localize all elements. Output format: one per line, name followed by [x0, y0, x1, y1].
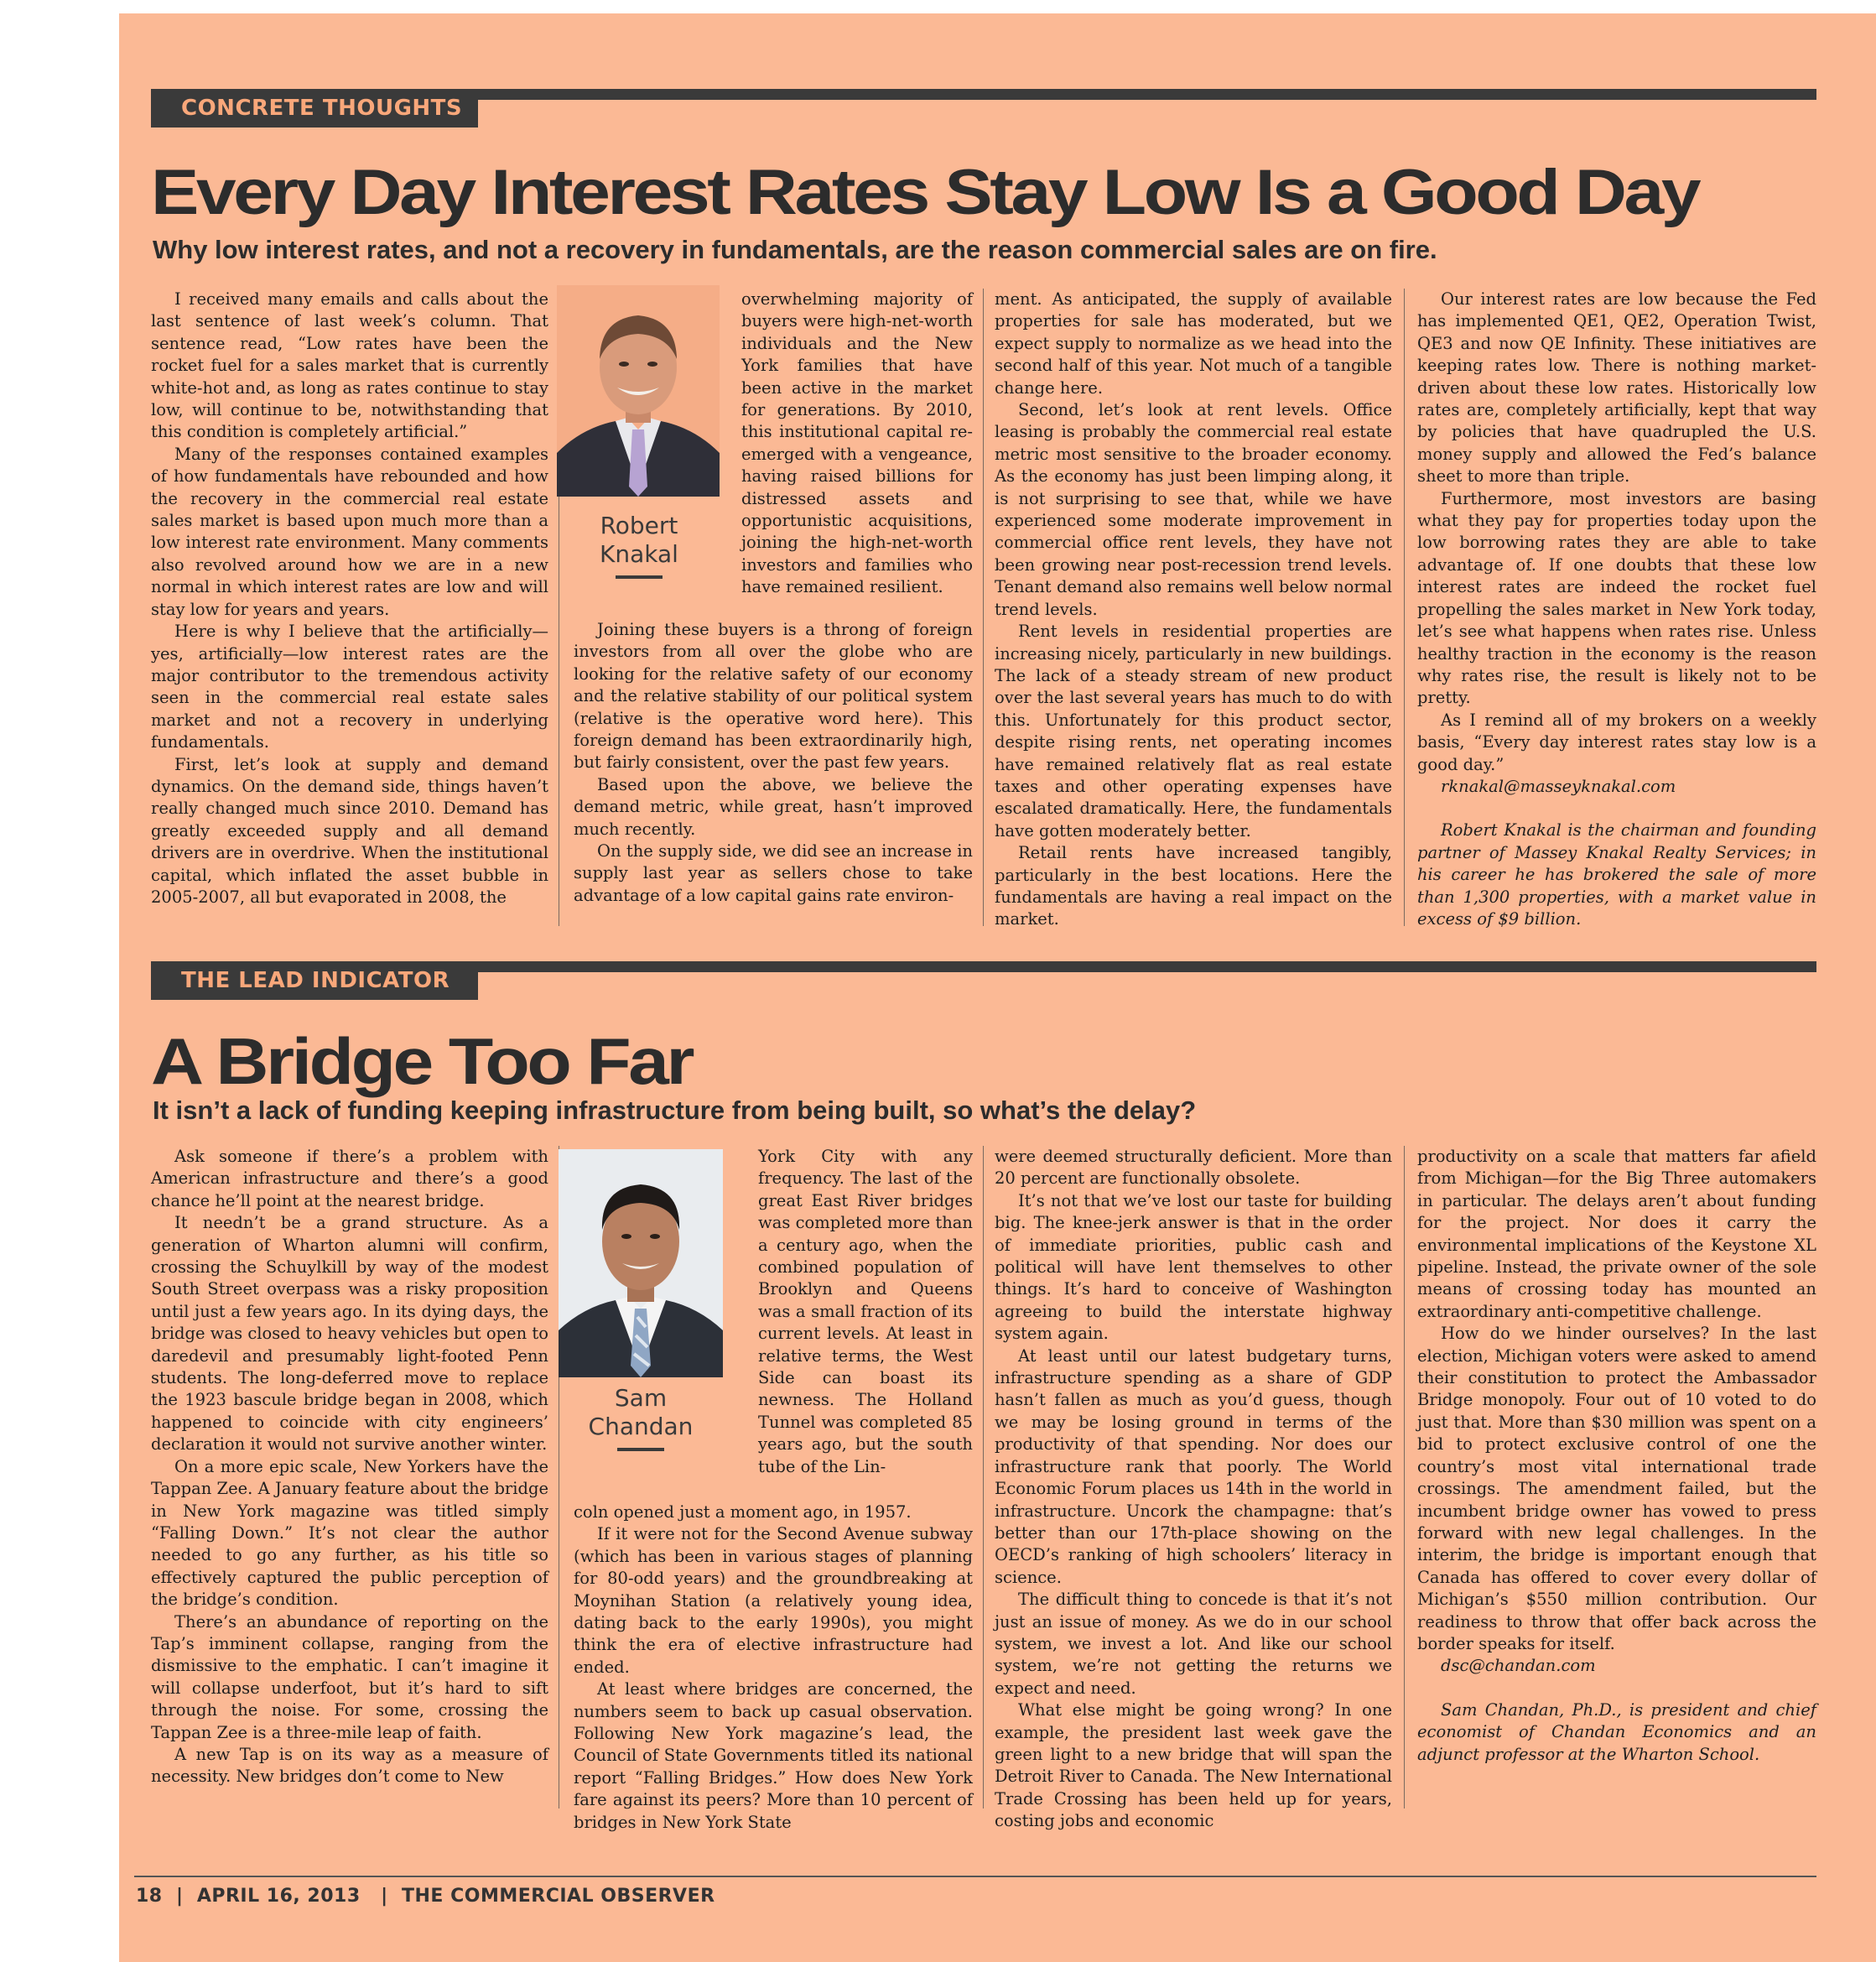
paragraph: At least until our latest budgetary turns, infrastructure spending as a share of GDP hasn’t fallen as much as you’d guess, though we may be losing ground in terms of the productivity of that spending. Nor does our infrastructure rank that poorly. The World Economic Forum places us 14th in the world in infrastructure. Uncork the champagne: that’s better than our 17th-place showing on the OECD’s ranking of high schoolers’ literacy in science.: [995, 1345, 1392, 1587]
paragraph: What else might be going wrong? In one example, the president last week gave the green light to a new bridge that will span the Detroit River to Canada. The New International Trade Crossing has been held up for years, costing jobs and economic: [995, 1700, 1392, 1831]
byline-dash: [616, 575, 663, 579]
paragraph: It’s not that we’ve lost our taste for building big. The knee-jerk answer is that in the order of immediate priorities, public cash and political will have lent themselves to other things. It’s hard to conceive of Washington agreeing to build the interstate highway system again.: [995, 1190, 1392, 1344]
author-last-name: Knakal: [600, 540, 678, 568]
publication-name: THE COMMERCIAL OBSERVER: [402, 1886, 715, 1907]
paragraph: Many of the responses contained examples of how fundamentals have rebounded and how the recovery in the commercial real estate sales market is based upon much more than a low interest rate environment. Many comments also revolved around how we are in a new normal in which interest rates are low and will stay low for years and years.: [151, 444, 548, 619]
byline-dash: [617, 1448, 664, 1451]
paragraph: On a more epic scale, New Yorkers have the Tappan Zee. A January feature about the bridge in New York magazine was titled simply “Falling Down.” It’s not clear the author needed to go any further, as his title so effectively captured the public perception of the bridge’s condition.: [151, 1456, 548, 1610]
paragraph: First, let’s look at supply and demand dynamics. On the demand side, things haven’t really changed much since 2010. Demand has greatly exceeded supply and all demand drivers are in overdrive. When the institutional capital, which inflated the asset bubble in 2005-2007, all but evaporated in 2008, the: [151, 754, 548, 907]
article-column: [995, 1146, 1392, 1831]
page-footer: [136, 1886, 715, 1907]
paragraph: productivity on a scale that matters far afield from Michigan—for the Big Three automakers in particular. The delays aren’t about funding for the project. Nor does it carry the environmental implications of the Keystone XL pipeline. Instead, the private owner of the sole means of crossing today has mounted an extraordinary anti-competitive challenge.: [1417, 1147, 1816, 1321]
paragraph: Retail rents have increased tangibly, particularly in the best locations. Here the fundamentals are having a real impact on the market.: [995, 843, 1392, 929]
paragraph: overwhelming majority of buyers were high-net-worth individuals and the New York families that have been active in the market for generations. By 2010, this institutional capital re-emerged with a vengeance, having raised billions for distressed assets and opportunistic acquisitions, joining the high-net-worth investors and families who have remained resilient.: [741, 289, 973, 597]
page-number: 18: [136, 1886, 163, 1907]
footer-rule: [134, 1876, 1816, 1877]
author-photo: [559, 1149, 723, 1377]
article-subheadline: Why low interest rates, and not a recovery in fundamentals, are the reason commercial sales are on fire.: [153, 235, 1437, 264]
author-first-name: Sam: [614, 1384, 668, 1412]
article-subheadline: It isn’t a lack of funding keeping infrastructure from being built, so what’s the delay?: [153, 1095, 1197, 1125]
footer-separator: |: [381, 1886, 388, 1907]
author-bio: Sam Chandan, Ph.D., is president and chief economist of Chandan Economics and an adjunct professor at the Wharton School.: [1417, 1699, 1816, 1764]
paragraph: Joining these buyers is a throng of foreign investors from all over the globe who are looking for the relative safety of our economy and the relative stability of our political system (relative is the operative word here). This foreign demand has been extraordinarily high, but fairly consistent, over the past few years.: [574, 620, 973, 773]
paragraph: A new Tap is on its way as a measure of necessity. New bridges don’t come to New: [151, 1744, 548, 1787]
paragraph: There’s an abundance of reporting on the Tap’s imminent collapse, ranging from the dismissive to the emphatic. I can’t imagine it will collapse underfoot, but it’s hard to sift through the noise. For some, crossing the Tappan Zee is a three-mile leap of faith.: [151, 1611, 548, 1742]
paragraph: ment. As anticipated, the supply of available properties for sale has moderated, but we expect supply to normalize as we head into the second half of this year. Not much of a tangible change here.: [995, 289, 1392, 398]
paragraph: Furthermore, most investors are basing what they pay for properties today upon the low borrowing rates they are able to take advantage of. If one doubts that these low interest rates are indeed the rocket fuel propelling the sales market in New York today, let’s see what happens when rates rise. Unless healthy traction in the economy is the reason why rates rise, the result is likely not to be pretty.: [1417, 488, 1816, 708]
author-first-name: Robert: [600, 512, 678, 539]
author-email: rknakal@masseyknakal.com: [1441, 776, 1676, 796]
paragraph: At least where bridges are concerned, the numbers seem to back up casual observation. Following New York magazine’s lead, the Council of State Governments titled its national report “Falling Bridges.” How does New York fare against its peers? More than 10 percent of bridges in New York State: [574, 1679, 973, 1832]
article-column: [995, 289, 1392, 929]
issue-date: APRIL 16, 2013: [196, 1886, 361, 1907]
section-tag: CONCRETE THOUGHTS: [151, 89, 478, 128]
paragraph: As I remind all of my brokers on a weekly basis, “Every day interest rates stay low is a good day.”: [1417, 710, 1816, 774]
author-photo: [557, 285, 720, 497]
paragraph: York City with any frequency. The last of the great East River bridges was completed more than a century ago, when the combined population of Brooklyn and Queens was a small fraction of its current levels. At least in relative terms, the West Side can boast its newness. The Holland Tunnel was completed 85 years ago, but the south tube of the Lin-: [758, 1147, 973, 1476]
paragraph: Ask someone if there’s a problem with American infrastructure and there’s a good chance he’ll point at the nearest bridge.: [151, 1147, 548, 1210]
column-rule: [983, 1146, 984, 1808]
article-headline: A Bridge Too Far: [151, 1024, 693, 1098]
article-column: [574, 619, 973, 929]
paragraph: Second, let’s look at rent levels. Office leasing is probably the commercial real estate metric most sensitive to the broader economy. As the economy has just been limping along, it is not surprising to see that, while we have experienced some moderate improvement in commercial office rent levels, they have not been growing near post-recession trend levels. Tenant demand also remains well below normal trend levels.: [995, 400, 1392, 619]
article-column: [574, 1501, 973, 1832]
column-rule: [1404, 1146, 1405, 1808]
paragraph: coln opened just a moment ago, in 1957.: [574, 1502, 912, 1522]
paragraph: I received many emails and calls about the last sentence of last week’s column. That sentence read, “Low rates have been the rocket fuel for a sales market that is currently white-hot and, as long as rates continue to stay low, will continue to be, notwithstanding that this condition is completely artificial.”: [151, 289, 548, 442]
column-rule: [1404, 289, 1405, 926]
paragraph: On the supply side, we did see an increase in supply last year as sellers chose to take advantage of a low capital gains rate environ-: [574, 841, 973, 905]
section-tag: THE LEAD INDICATOR: [151, 961, 478, 1000]
footer-separator: |: [175, 1886, 184, 1907]
paragraph: Rent levels in residential properties are increasing nicely, particularly in new buildings. The lack of a steady stream of new product over the last several years has much to do with this. Unfortunately for this product sector, despite rising rents, net operating incomes have remained relatively flat as real estate taxes and other operating expenses have escalated dramatically. Here, the fundamentals have gotten moderately better.: [995, 622, 1392, 840]
paragraph: Based upon the above, we believe the demand metric, while great, hasn’t improved much recently.: [574, 774, 973, 839]
article-column: [758, 1146, 973, 1500]
article-column: [741, 289, 973, 619]
paragraph: If it were not for the Second Avenue subway (which has been in various stages of planning for 80-odd years) and the groundbreaking at Moynihan Station (a relatively young idea, dating back to the early 1990s), you might think the era of elective infrastructure had ended.: [574, 1524, 973, 1677]
article-column: [1417, 1146, 1816, 1814]
author-last-name: Chandan: [588, 1413, 694, 1440]
article-column: [151, 1146, 548, 1810]
article-column: [1417, 289, 1816, 934]
author-email: dsc@chandan.com: [1441, 1656, 1596, 1676]
paragraph: Our interest rates are low because the Fed has implemented QE1, QE2, Operation Twist, QE3 and now QE Infinity. These initiatives are keeping rates low. There is nothing market-driven about these low rates. Historically low rates are, completely artificially, kept that way by policies that have quadrupled the U.S. money supply and allowed the Fed’s balance sheet to more than triple.: [1417, 289, 1816, 487]
column-rule: [983, 289, 984, 926]
author-byline: [570, 512, 708, 579]
article-headline: Every Day Interest Rates Stay Low Is a Good Day: [151, 157, 1699, 228]
article-column: [151, 289, 548, 926]
paragraph: It needn’t be a grand structure. As a generation of Wharton alumni will confirm, crossing the Schuylkill by way of the modest South Street overpass was a risky proposition until just a few years ago. In its dying days, the bridge was closed to heavy vehicles but open to daredevil and presumably light-footed Penn students. The long-deferred move to replace the 1923 bascule bridge began in 2008, which happened to coincide with city engineers’ declaration it would not survive another winter.: [151, 1213, 548, 1455]
paragraph: Here is why I believe that the artificially—yes, artificially—low interest rates are the major contributor to the tremendous activity seen in the commercial real estate sales market and not a recovery in underlying fundamentals.: [151, 622, 548, 752]
author-bio: Robert Knakal is the chairman and founding partner of Massey Knakal Realty Services; in his career he has brokered the sale of more than 1,300 properties, with a market value in excess of $9 billion.: [1417, 820, 1816, 929]
paragraph: The difficult thing to concede is that it’s not just an issue of money. As we do in our school system, we invest a lot. And like our school system, we’re not getting the returns we expect and need.: [995, 1590, 1392, 1698]
author-byline: [572, 1384, 709, 1451]
paragraph: How do we hinder ourselves? In the last election, Michigan voters were asked to amend their constitution to protect the Ambassador Bridge monopoly. Four out of 10 voted to do just that. More than $30 million was spent on a bid to protect exclusive control of one the country’s most vital international trade crossings. The amendment failed, but the incumbent bridge owner has vowed to press forward with new legal challenges. In the interim, the bridge is important enough that Canada has offered to cover every dollar of Michigan’s $550 million contribution. Our readiness to throw that offer back across the border speaks for itself.: [1417, 1324, 1816, 1653]
paragraph: were deemed structurally deficient. More than 20 percent are functionally obsolete.: [995, 1147, 1392, 1189]
